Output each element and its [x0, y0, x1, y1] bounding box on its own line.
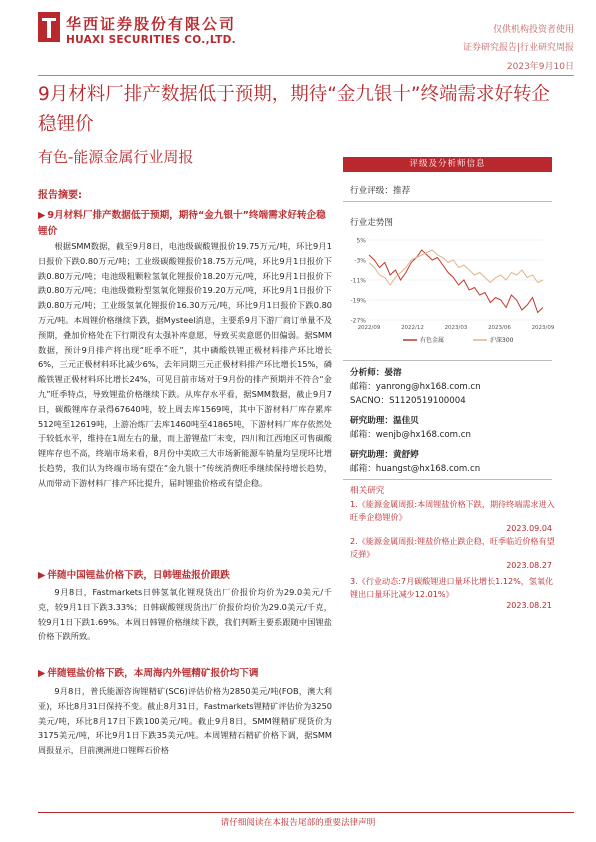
- report-category: 证券研究报告|行业研究周报: [462, 43, 574, 53]
- y-tick-label: -27%: [350, 317, 366, 325]
- related-report-link[interactable]: 3.《行业动态:7月碳酸锂进口量环比增长1.12%，氢氧化锂出口量环比减少12.01%》: [350, 576, 554, 599]
- report-subtitle: 有色-能源金属行业周报: [38, 148, 194, 166]
- section-heading-3: ▶ 伴随锂盐价格下跌，本周海内外锂精矿报价均下调: [38, 668, 259, 679]
- report-date: 2023年9月10日: [506, 62, 574, 72]
- x-tick-label: 2022/09: [357, 325, 381, 331]
- industry-rating: 行业评级：推荐: [350, 186, 411, 196]
- analyst-sac: SACNO：S1120519100004: [350, 396, 466, 406]
- section-body-1: 根据SMM数据，截至9月8日，电池级碳酸锂报价19.75万元/吨，环比9月1日报价下跌0.80万元/吨；工业级碳酸锂报价18.75万元/吨，环比9月1日报价下跌0.80万元/吨；电池级粗颗粒氢氧化锂报价18.20万元/吨，环比9月1日报价下跌0.80万元/吨；电池级微粉型氢氧化锂报价19.20万元/吨，环比9月1日报价下跌0.80万元/吨；工业级氢氧化锂报价16.30万元/吨，环比9月1日报价下跌0.80万元/吨。本周锂价格继续下跌，据Mysteel消息，主要系9月下游厂商订单量不及预期，叠加价格处在下行期没有太强补库意愿，导致买卖意愿仍旧偏弱。据SMM数据，预计9月排产将出现“旺季不旺”，其中磷酸铁锂正极材料排产环比增长6%，三元正极材料环比减少6%，去年同期三元正极材料排产环比增长15%，磷酸铁锂正极材料环比增长24%，可见目前市场对于9月份的排产预期并不符合“金九”旺季特点，导致锂盐价格继续下跌。从库存水平看，据SMM数据，截止9月7日，碳酸锂库存录得67640吨，较上周去库1569吨，其中下游材料厂库存累库512吨至12619吨，上游冶炼厂去库1460吨至41865吨，下游材料厂库存依然处于较低水平，维持在1周左右的量，而上游锂盐厂未变，四川和江西地区可售碳酸锂库存也不高，终端市场来看，8月份中美欧三大市场新能源车销量均呈现环比增长趋势，我们认为终端市场有望在“金九银十”传统消费旺季继续保持增长趋势，从而带动下游材料厂排产环比提升，届时锂盐价格或有望企稳。: [38, 241, 332, 488]
- assistant-email[interactable]: 邮箱：huangst@hx168.com.cn: [350, 464, 481, 474]
- chart-title: 行业走势图: [350, 218, 393, 228]
- footer-divider: [38, 812, 574, 813]
- legend-label: 沪深300: [490, 337, 514, 344]
- related-report-date: 2023.09.04: [506, 524, 552, 533]
- related-report-link[interactable]: 1.《能源金属周报:本周锂盐价格下跌，期待终端需求进入旺季企稳锂价》: [350, 499, 555, 522]
- x-tick-label: 2023/06: [488, 325, 511, 331]
- y-tick-label: -19%: [350, 297, 366, 305]
- y-tick-label: 5%: [356, 237, 366, 245]
- company-name-cn: 华西证券股份有限公司: [66, 15, 237, 33]
- header-divider: [38, 75, 574, 76]
- analyst-info-band: 评级及分析师信息: [343, 157, 552, 172]
- divider: [343, 479, 552, 480]
- section-body-3: 9月8日，普氏能源咨询锂精矿(SC6)评估价格为2850美元/吨(FOB，澳大利亚)，环比8月31日保持不变。截止8月31日，Fastmarkets锂精矿评估价为3250美元/吨，环比8月17日下跌100美元/吨。截止9月8日，SMM锂精矿现货价为3175美元/吨，环比9月1日下跌35美元/吨。本周锂精石精矿价格下调，据SMM周报显示，目前澳洲进口锂辉石价格: [38, 686, 332, 756]
- related-report-link[interactable]: 2.《能源金属周报:锂盐价格止跌企稳，旺季临近价格有望反弹》: [350, 536, 555, 559]
- legend-label: 有色金属: [420, 337, 445, 344]
- divider: [343, 360, 552, 361]
- audience-note: 仅供机构投资者使用: [492, 25, 574, 35]
- y-tick-label: -11%: [350, 277, 366, 285]
- section-heading-1: ▶ 9月材料厂排产数据低于预期，期待“金九银十”终端需求好转企稳锂价: [38, 210, 326, 237]
- y-tick-label: -3%: [354, 257, 366, 265]
- assistant-email[interactable]: 邮箱：wenjb@hx168.com.cn: [350, 430, 471, 440]
- series-line: [369, 250, 543, 313]
- x-tick-label: 2023/09: [531, 325, 555, 331]
- report-title: 9月材料厂排产数据低于预期，期待“金九银十”终端需求好转企稳锂价: [38, 84, 550, 135]
- summary-label: 报告摘要:: [38, 190, 82, 201]
- related-report-date: 2023.08.27: [506, 561, 552, 570]
- x-tick-label: 2023/03: [444, 325, 468, 331]
- assistant-name: 研究助理：温佳贝: [350, 416, 419, 426]
- analyst-email[interactable]: 邮箱：yanrong@hx168.com.cn: [350, 382, 481, 392]
- section-body-2: 9月8日，Fastmarkets日韩氢氧化锂现货出厂价报价均价为29.0美元/千克，较9月1日下跌3.33%；日韩碳酸锂现货出厂价报价均价为29.0美元/千克，较9月1日下跌1.69%。本周日韩锂价格继续下跌，我们判断主要系跟随中国锂盐价格下跌所致。: [38, 587, 332, 642]
- analyst-name: 分析师：晏溶: [350, 368, 402, 378]
- assistant-name: 研究助理：黄舒婷: [350, 450, 419, 460]
- company-logo: [38, 12, 60, 42]
- divider: [343, 201, 552, 202]
- industry-trend-chart: [343, 232, 555, 352]
- related-report-date: 2023.08.21: [506, 601, 552, 610]
- legal-notice-footer[interactable]: 请仔细阅读在本报告尾部的重要法律声明: [220, 818, 376, 828]
- section-heading-2: ▶ 伴随中国锂盐价格下跌，日韩锂盐报价跟跌: [38, 570, 230, 581]
- related-research-title: 相关研究: [350, 486, 385, 496]
- company-name-en: HUAXI SECURITIES CO.,LTD.: [66, 34, 236, 46]
- x-tick-label: 2022/12: [401, 325, 424, 331]
